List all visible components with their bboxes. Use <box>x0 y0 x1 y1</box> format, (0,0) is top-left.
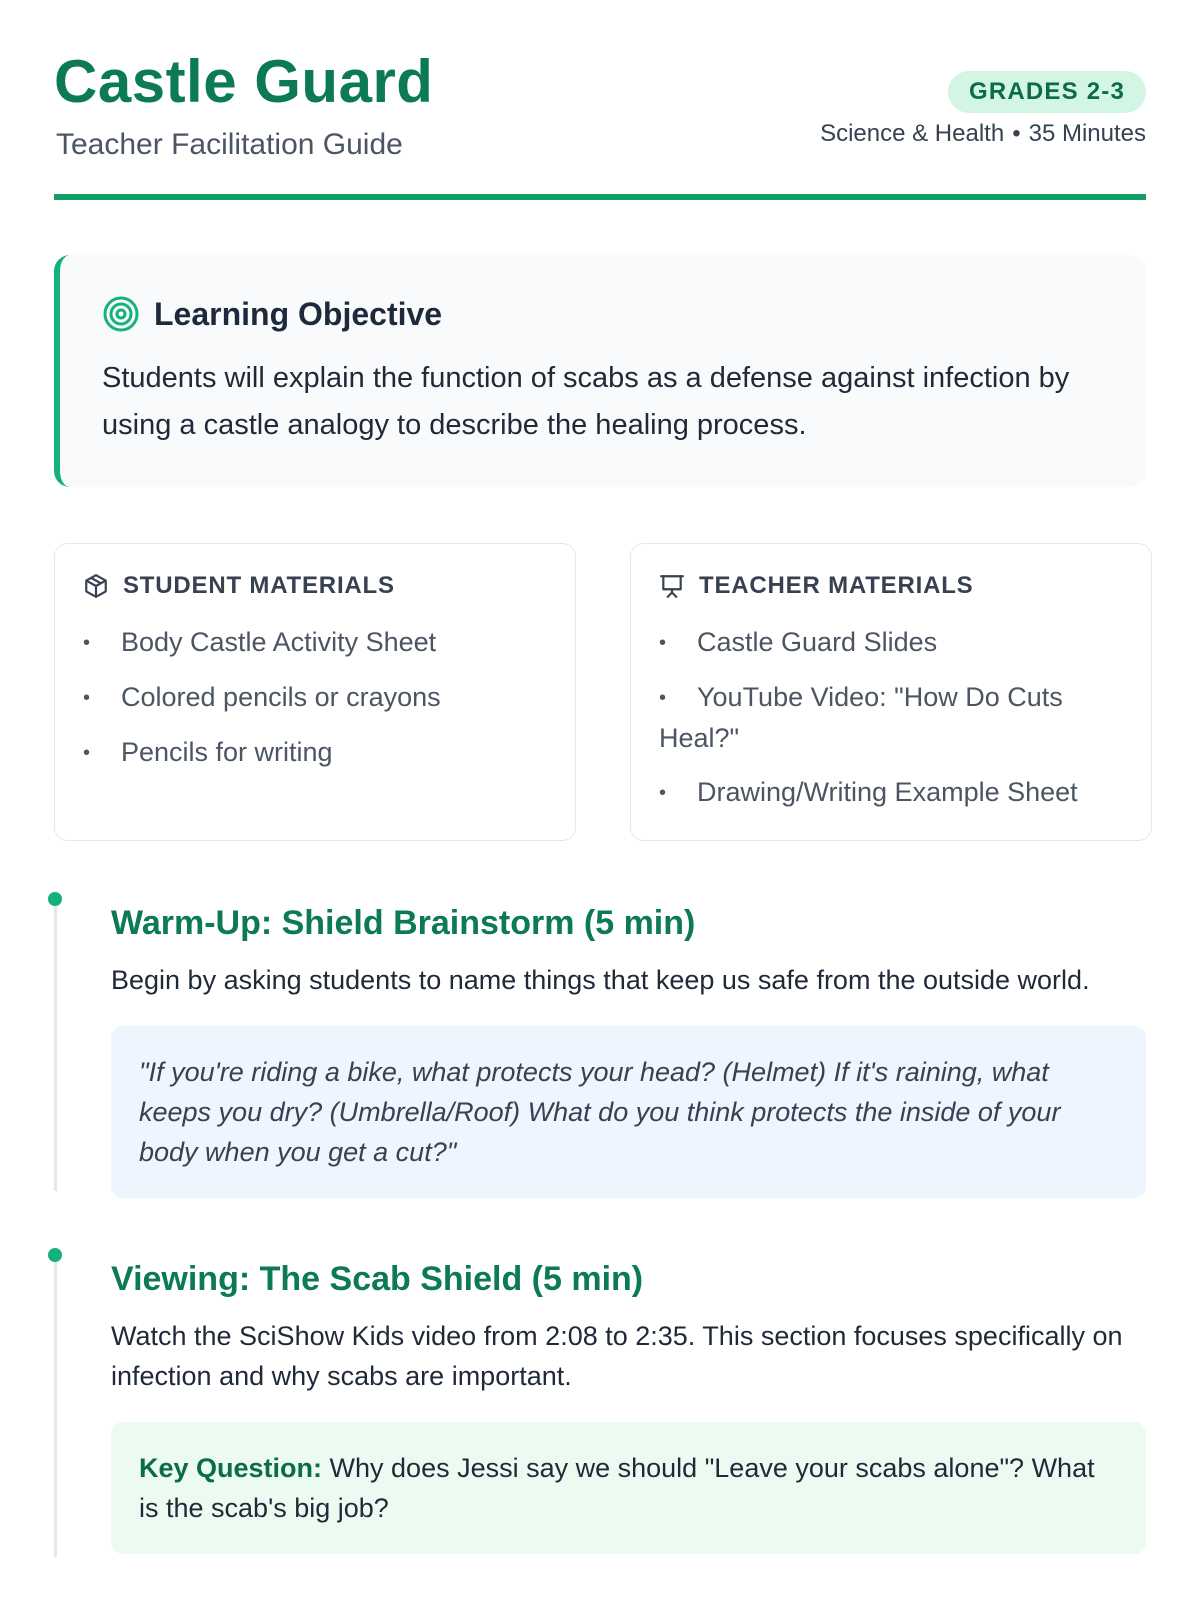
list-item: • Castle Guard Slides <box>659 627 938 657</box>
teacher-materials-list <box>659 622 1125 813</box>
box-icon <box>83 573 109 599</box>
header-divider <box>54 194 1146 200</box>
teacher-materials-header <box>659 572 1125 600</box>
list-item: • Drawing/Writing Example Sheet <box>659 777 1078 807</box>
list-item: • YouTube Video: "How Do Cuts Heal?" <box>659 682 1063 753</box>
viewing-section <box>54 1244 1146 1564</box>
objective-text: Students will explain the function of scabs as a defense against infection by using a castle analogy to describe the healing process. <box>102 362 1070 441</box>
student-materials-header <box>83 572 549 600</box>
student-materials-list <box>83 622 549 773</box>
section-title: Viewing: The Scab Shield (5 min) <box>111 1260 644 1298</box>
list-item: • Colored pencils or crayons <box>83 682 441 712</box>
target-icon <box>102 295 140 333</box>
teacher-materials-card <box>630 543 1152 841</box>
page-title: Castle Guard <box>54 48 434 115</box>
teacher-materials-title: TEACHER MATERIALS <box>699 572 974 599</box>
key-question-label: Key Question: <box>139 1453 323 1483</box>
objective-title: Learning Objective <box>154 295 443 332</box>
key-question-box <box>111 1422 1146 1554</box>
timeline-line <box>54 906 57 1191</box>
student-materials-title: STUDENT MATERIALS <box>123 572 395 599</box>
key-question-text: Why does Jessi say we should "Leave your scabs alone"? What is the scab's big job? <box>139 1453 1095 1523</box>
timeline-line <box>54 1262 57 1557</box>
timeline-dot <box>48 1248 62 1262</box>
page-subtitle: Teacher Facilitation Guide <box>56 128 403 161</box>
timeline-dot <box>48 892 62 906</box>
section-text: Begin by asking students to name things that keep us safe from the outside world. <box>111 965 1090 995</box>
prompt-quote: "If you're riding a bike, what protects your head? (Helmet) If it's raining, what keeps you dry? (Umbrella/Roof) What do you think protects the inside of your body when you get a cut?" <box>111 1026 1146 1198</box>
presentation-icon <box>659 573 685 599</box>
header <box>54 0 1146 200</box>
lesson-meta <box>820 120 1146 148</box>
section-text: Watch the SciShow Kids video from 2:08 to 2:35. This section focuses specifically on infection and why scabs are important. <box>111 1321 1123 1391</box>
subject-label: Science & Health <box>820 120 1005 147</box>
duration-label: 35 Minutes <box>1028 120 1146 147</box>
section-title: Warm-Up: Shield Brainstorm (5 min) <box>111 904 696 942</box>
learning-objective-card <box>54 255 1146 487</box>
list-item: • Pencils for writing <box>83 737 333 767</box>
grade-badge: GRADES 2-3 <box>948 71 1146 113</box>
objective-header <box>102 295 1106 333</box>
list-item: • Body Castle Activity Sheet <box>83 627 437 657</box>
student-materials-card <box>54 543 576 841</box>
meta-separator: • <box>1012 120 1021 147</box>
warm-up-section <box>54 888 1146 1198</box>
